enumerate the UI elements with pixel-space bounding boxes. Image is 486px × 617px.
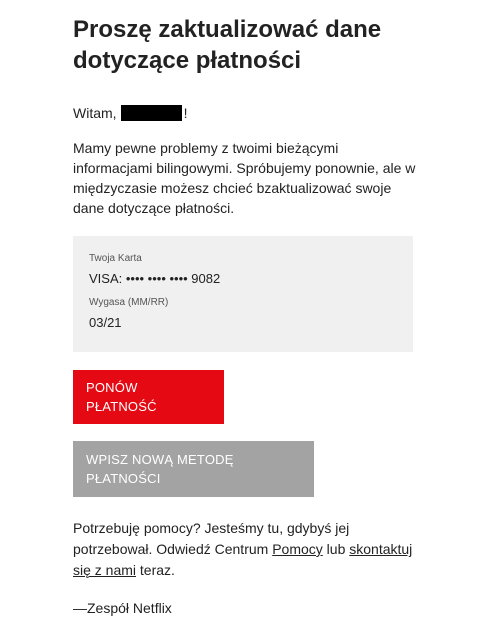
help-center-link[interactable]: Pomocy bbox=[272, 541, 323, 557]
help-text-part1: Potrzebuję pomocy? Jesteśmy tu, gdybyś jej potrzebował. Odwiedź Centrum bbox=[73, 520, 350, 557]
signature: —Zespół Netflix bbox=[73, 600, 172, 616]
greeting-suffix: ! bbox=[183, 105, 188, 121]
expiry-label: Wygasa (MM/RR) bbox=[89, 297, 169, 308]
new-payment-method-button[interactable]: WPISZ NOWĄ METODĘ PŁATNOŚCI bbox=[73, 441, 314, 497]
expiry-value: 03/21 bbox=[89, 315, 122, 330]
email-headline: Proszę zaktualizować dane dotyczące płatności bbox=[73, 16, 382, 74]
card-label: Twoja Karta bbox=[89, 253, 142, 264]
card-number: VISA: •••• •••• •••• 9082 bbox=[89, 271, 221, 286]
help-text-part3: teraz. bbox=[136, 562, 175, 578]
greeting bbox=[73, 104, 418, 122]
email-container bbox=[73, 14, 418, 617]
help-text bbox=[73, 518, 418, 581]
contact-us-link[interactable]: skontaktuj się z nami bbox=[73, 541, 413, 578]
help-text-part2: lub bbox=[322, 541, 350, 557]
message-text: Mamy pewne problemy z twoimi bieżącymi informacjami bilingowymi. Spróbujemy ponownie, ale w międzyczasie możesz chcieć bzaktualizować swoje dane dotyczące płatności. bbox=[73, 140, 416, 216]
retry-payment-button[interactable]: PONÓW PŁATNOŚĆ bbox=[73, 370, 224, 424]
card-info-box bbox=[73, 236, 413, 352]
redacted-name-block bbox=[121, 105, 182, 121]
greeting-prefix: Witam, bbox=[73, 105, 117, 121]
